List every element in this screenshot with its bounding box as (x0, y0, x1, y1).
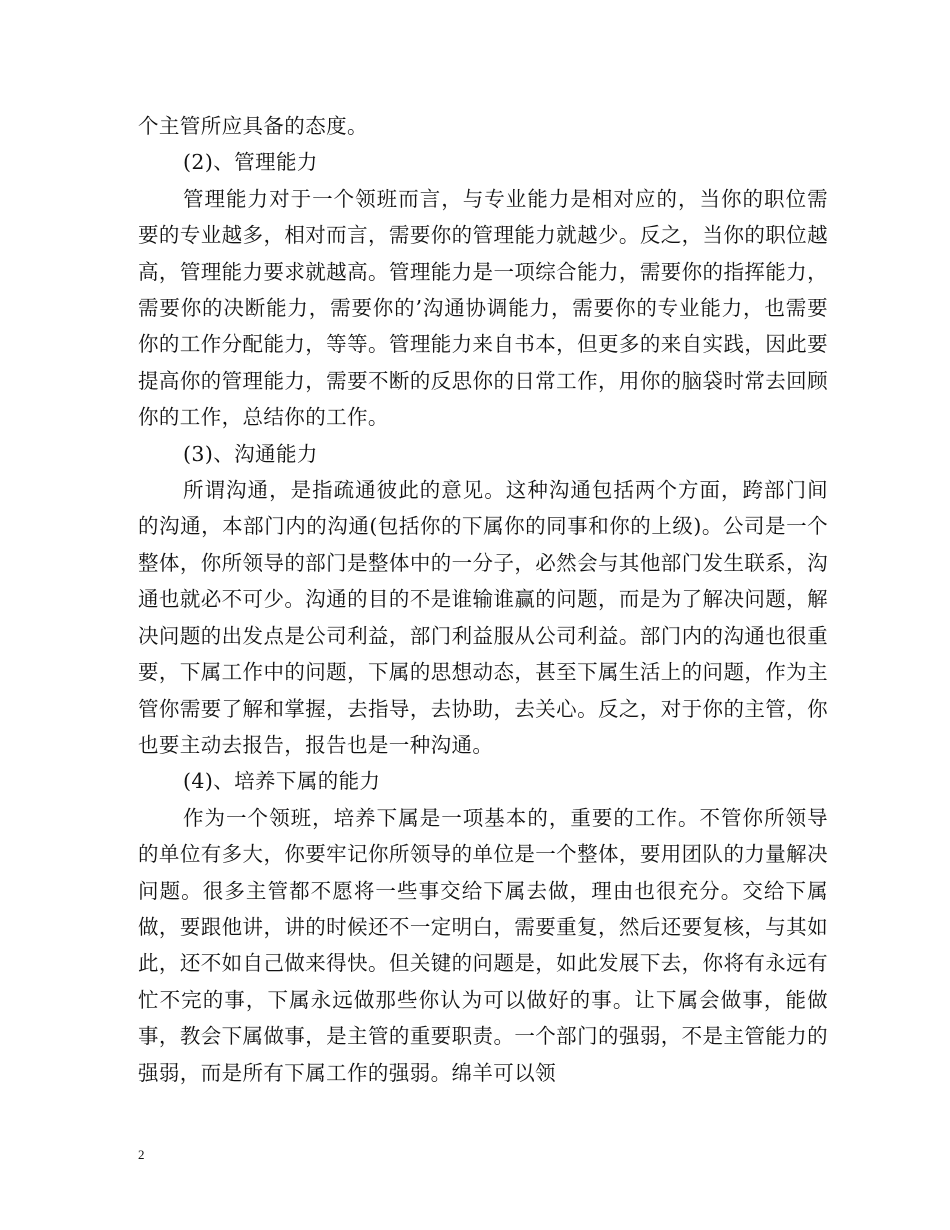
paragraph-management: 管理能力对于一个领班而言，与专业能力是相对应的，当你的职位需要的专业越多，相对而言，需要你的管理能力就越少。反之，当你的职位越高，管理能力要求就越高。管理能力是一项综合能力，需要你的指挥能力，需要你的决断能力，需要你的’沟通协调能力，需要你的专业能力，也需要你的工作分配能力，等等。管理能力来自书本，但更多的来自实践，因此要提高你的管理能力，需要不断的反思你的日常工作，用你的脑袋时常去回顾你的工作，总结你的工作。 (138, 186, 828, 430)
section-heading-communication: (3)、沟通能力 (183, 441, 318, 466)
section-heading-management: (2)、管理能力 (183, 150, 318, 175)
page-number: 2 (138, 1147, 145, 1162)
document-body (138, 108, 828, 1091)
paragraph-communication: 所谓沟通，是指疏通彼此的意见。这种沟通包括两个方面，跨部门间的沟通，本部门内的沟通(包括你的下属你的同事和你的上级)。公司是一个整体，你所领导的部门是整体中的一分子，必然会与其他部门发生联系，沟通也就必不可少。沟通的目的不是谁输谁赢的问题，而是为了解决问题，解决问题的出发点是公司利益，部门利益服从公司利益。部门内的沟通也很重要，下属工作中的问题，下属的思想动态，甚至下属生活上的问题，作为主管你需要了解和掌握，去指导，去协助，去关心。反之，对于你的主管，你也要主动去报告，报告也是一种沟通。 (138, 478, 828, 757)
paragraph-training: 作为一个领班，培养下属是一项基本的，重要的工作。不管你所领导的单位有多大，你要牢记你所领导的单位是一个整体，要用团队的力量解决问题。很多主管都不愿将一些事交给下属去做，理由也很充分。交给下属做，要跟他讲，讲的时候还不一定明白，需要重复，然后还要复核，与其如此，还不如自己做来得快。但关键的问题是，如此发展下去，你将有永远有忙不完的事，下属永远做那些你认为可以做好的事。让下属会做事，能做事，教会下属做事，是主管的重要职责。一个部门的强弱，不是主管能力的强弱，而是所有下属工作的强弱。绵羊可以领 (138, 805, 828, 1085)
paragraph-continuation: 个主管所应具备的态度。 (138, 114, 368, 138)
section-heading-training: (4)、培养下属的能力 (183, 769, 381, 794)
